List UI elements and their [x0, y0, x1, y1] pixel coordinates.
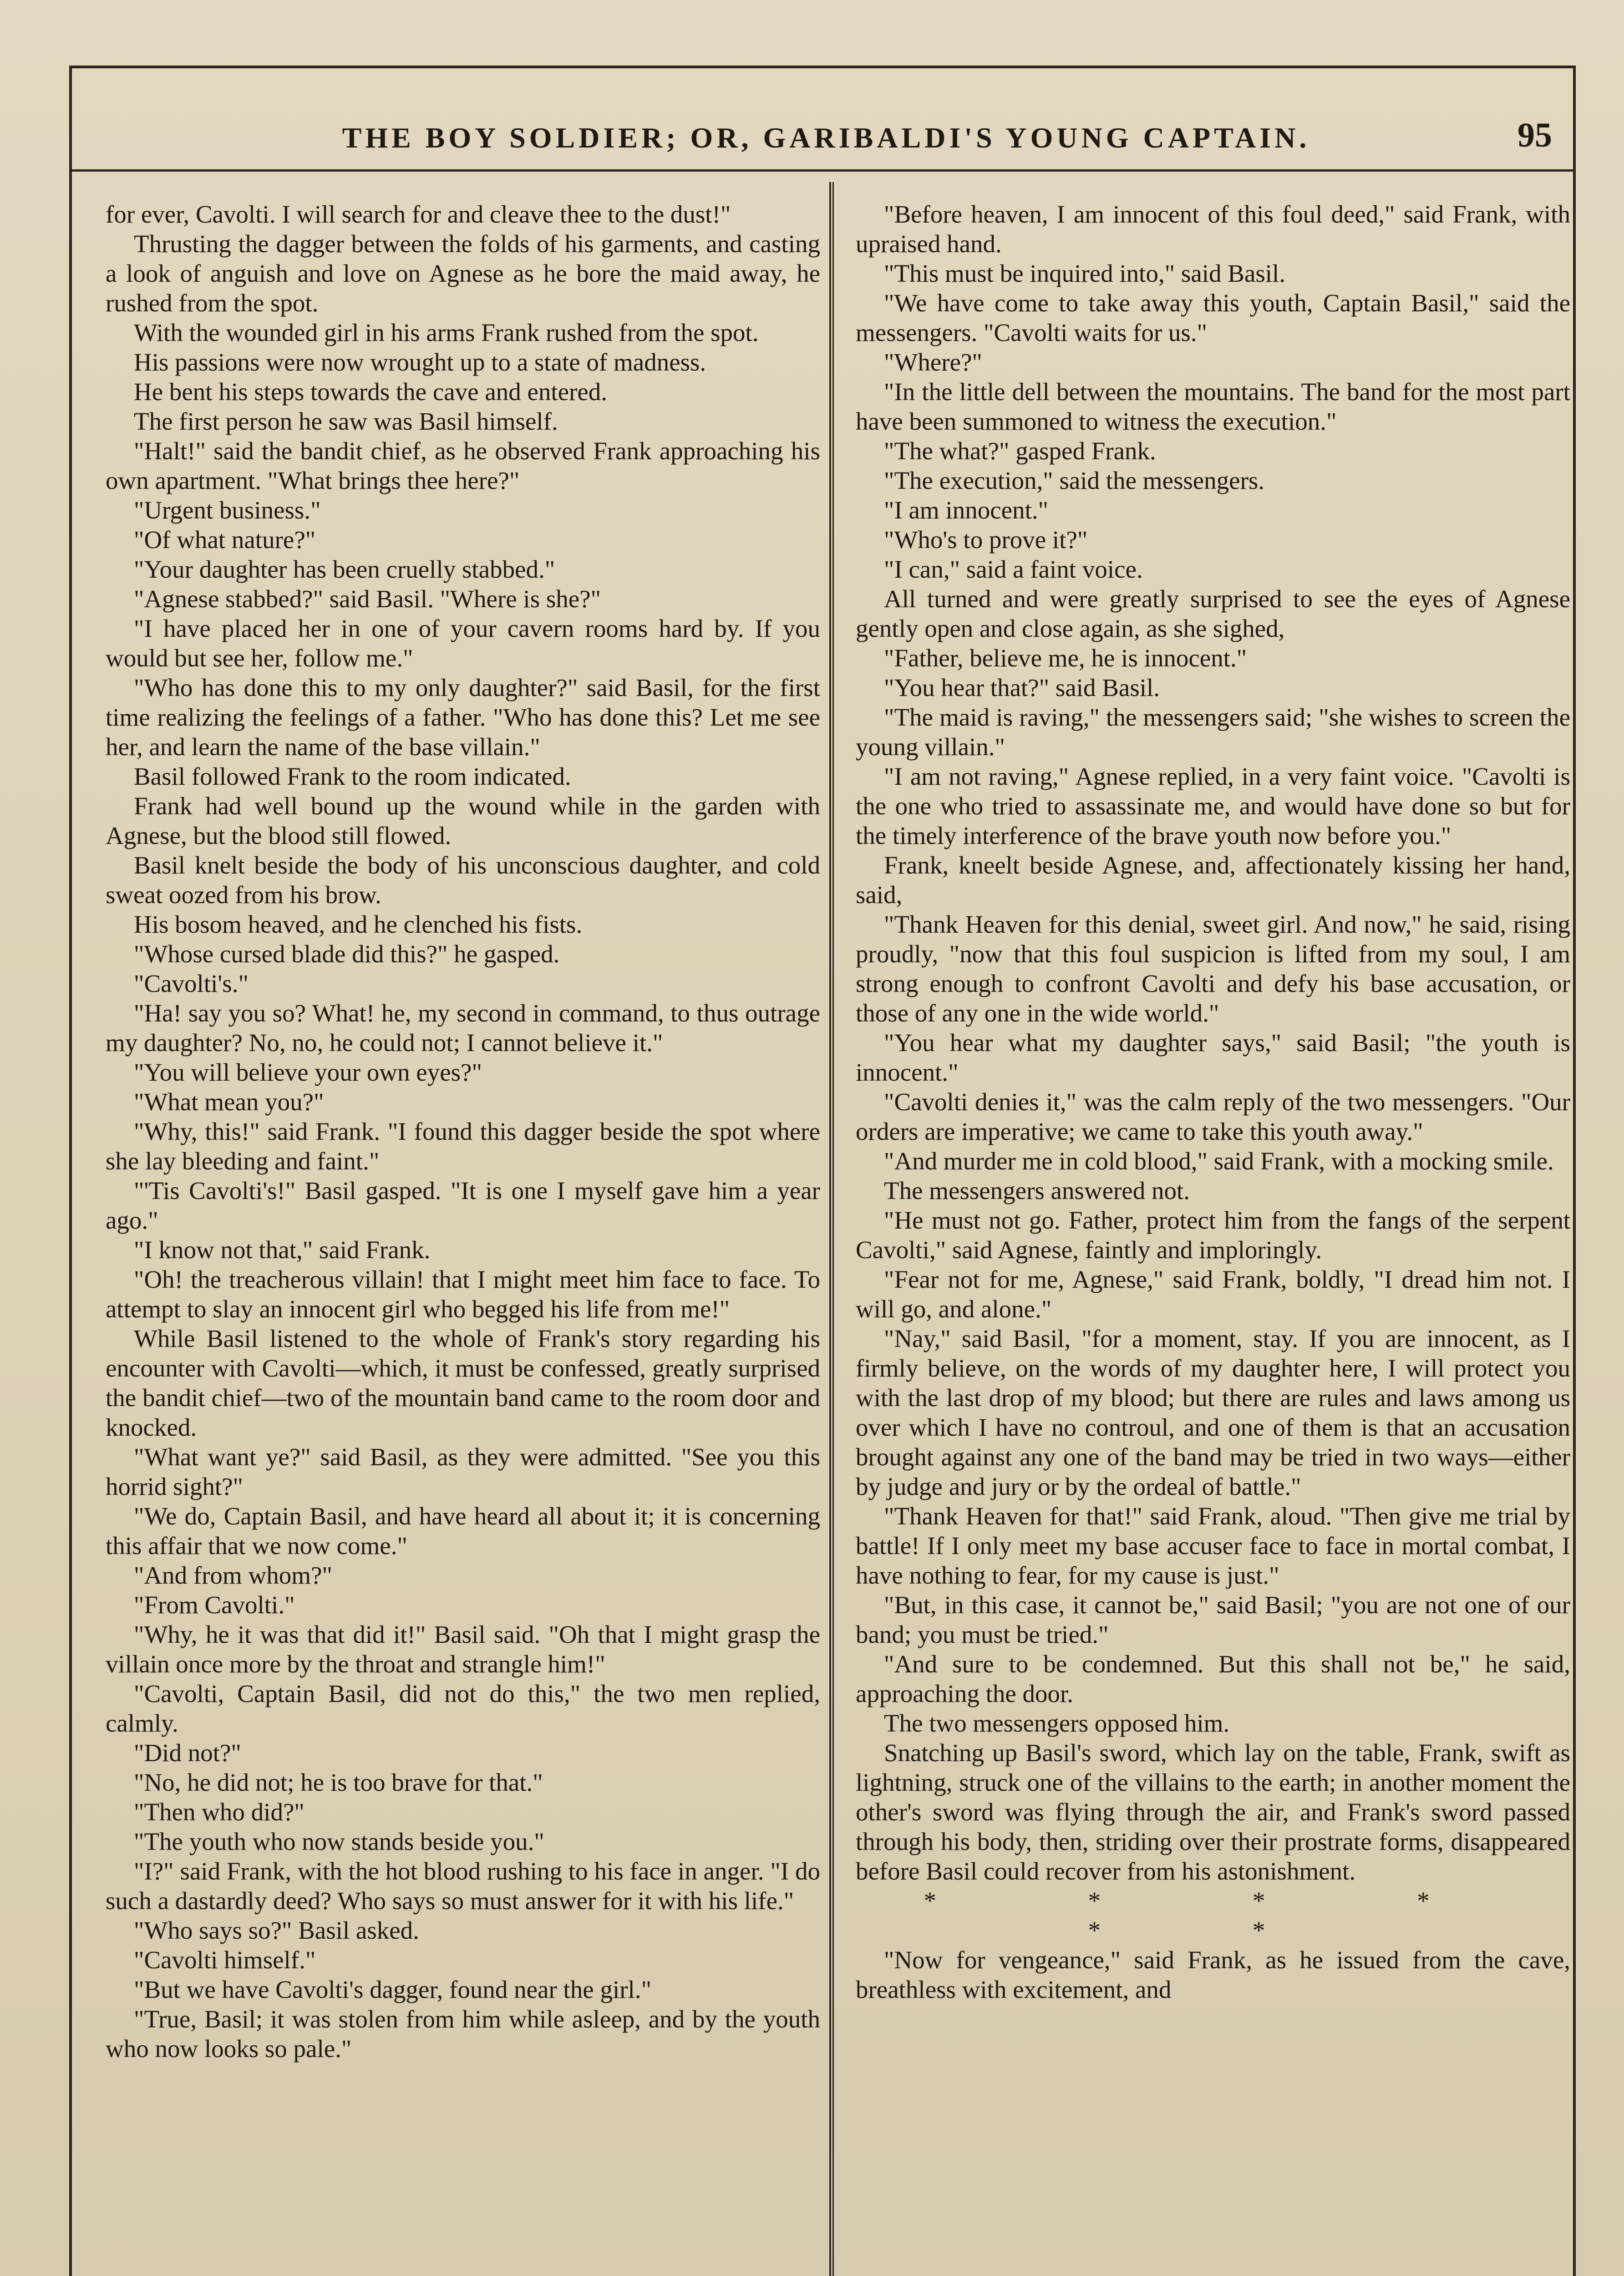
- paragraph: "I am not raving," Agnese replied, in a very faint voice. "Cavolti is the one who tried to assassinate me, and would have done so but for the timely interference of the brave youth now before you.": [856, 762, 1570, 849]
- paragraph: "We do, Captain Basil, and have heard all about it; it is concerning this affair that we now come.": [106, 1502, 820, 1560]
- paragraph: The messengers answered not.: [884, 1177, 1190, 1204]
- paragraph: "Why, he it was that did it!" Basil said. "Oh that I might grasp the villain once more by the throat and strangle him!": [106, 1621, 820, 1678]
- paragraph: "Your daughter has been cruelly stabbed.": [134, 555, 555, 583]
- paragraph: "Urgent business.": [134, 496, 321, 524]
- paragraph: "Who's to prove it?": [884, 526, 1088, 554]
- paragraph: Basil knelt beside the body of his unconscious daughter, and cold sweat oozed from his brow.: [106, 851, 820, 909]
- paragraph: The first person he saw was Basil himself.: [134, 407, 558, 435]
- paragraph: "Who has done this to my only daughter?" said Basil, for the first time realizing the feelings of a father. "Who has done this? Let me see her, and learn the name of the base villain.": [106, 674, 820, 761]
- paragraph: While Basil listened to the whole of Frank's story regarding his encounter with Cavolti—which, it must be confessed, greatly surprised the bandit chief—two of the mountain band came to the room door and knocked.: [106, 1325, 820, 1441]
- column-divider: [829, 182, 834, 2276]
- paragraph: Thrusting the dagger between the folds of his garments, and casting a look of anguish and love on Agnese as he bore the maid away, he rushed from the spot.: [106, 230, 820, 317]
- paragraph: "Thank Heaven for that!" said Frank, aloud. "Then give me trial by battle! If I only meet my base accuser face to face in mortal combat, I have nothing to fear, for my cause is just.": [856, 1502, 1570, 1589]
- paragraph: "True, Basil; it was stolen from him while asleep, and by the youth who now looks so pale.": [106, 2005, 820, 2063]
- paragraph: "You will believe your own eyes?": [134, 1058, 482, 1086]
- paragraph: "You hear that?" said Basil.: [884, 674, 1160, 701]
- paragraph: "Cavolti, Captain Basil, did not do this," the two men replied, calmly.: [106, 1680, 820, 1737]
- paragraph: "What want ye?" said Basil, as they were admitted. "See you this horrid sight?": [106, 1443, 820, 1500]
- paragraph: "Father, believe me, he is innocent.": [884, 644, 1247, 672]
- paragraph: "Agnese stabbed?" said Basil. "Where is she?": [134, 585, 601, 613]
- page-number: 95: [1517, 116, 1552, 154]
- paragraph: "Where?": [884, 348, 982, 376]
- paragraph: "I am innocent.": [884, 496, 1049, 524]
- paragraph: "Of what nature?": [134, 526, 316, 554]
- paragraph: "I?" said Frank, with the hot blood rushing to his face in anger. "I do such a dastardly deed? Who says so must answer for it with his life.": [106, 1857, 820, 1915]
- paragraph: The two messengers opposed him.: [884, 1709, 1230, 1737]
- header-rule: [69, 169, 1576, 172]
- paragraph: Snatching up Basil's sword, which lay on the table, Frank, swift as lightning, struck one of the villains to the earth; in another moment the other's sword was flying through the air, and Frank's sword passed through his body, then, striding over their prostrate forms, disappeared before Basil could recover from his astonishment.: [856, 1739, 1570, 1885]
- paragraph: "Cavolti's.": [134, 970, 249, 997]
- paragraph: "Did not?": [134, 1739, 241, 1767]
- paragraph: "The execution," said the messengers.: [884, 467, 1265, 494]
- paragraph: "We have come to take away this youth, Captain Basil," said the messengers. "Cavolti waits for us.": [856, 289, 1570, 346]
- paragraph: "But we have Cavolti's dagger, found near the girl.": [134, 1976, 652, 2003]
- paragraph: "Before heaven, I am innocent of this foul deed," said Frank, with upraised hand.: [856, 200, 1570, 258]
- paragraph: for ever, Cavolti. I will search for and cleave thee to the dust!": [106, 200, 731, 228]
- running-head: THE BOY SOLDIER; OR, GARIBALDI'S YOUNG CAPTAIN.: [342, 122, 1310, 154]
- paragraph: "In the little dell between the mountains. The band for the most part have been summoned to witness the execution.": [856, 378, 1570, 435]
- section-break: * * * * * *: [924, 1887, 1502, 1944]
- paragraph: "I can," said a faint voice.: [884, 555, 1143, 583]
- paragraph: "The what?" gasped Frank.: [884, 437, 1156, 465]
- paragraph: "The youth who now stands beside you.": [134, 1828, 544, 1855]
- paragraph: "No, he did not; he is too brave for that.": [134, 1768, 543, 1796]
- paragraph: "Halt!" said the bandit chief, as he observed Frank approaching his own apartment. "What brings thee here?": [106, 437, 820, 494]
- paragraph: Frank had well bound up the wound while in the garden with Agnese, but the blood still flowed.: [106, 792, 820, 849]
- paragraph: "The maid is raving," the messengers said; "she wishes to screen the young villain.": [856, 703, 1570, 761]
- paragraph: "Nay," said Basil, "for a moment, stay. If you are innocent, as I firmly believe, on the words of my daughter here, I will protect you with the last drop of my blood; but there are rules and laws among us over which I have no controul, and one of them is that an accusation brought against any one of the band may be tried in two ways—either by judge and jury or by the ordeal of battle.": [856, 1325, 1570, 1500]
- paragraph: "'Tis Cavolti's!" Basil gasped. "It is one I myself gave him a year ago.": [106, 1177, 820, 1234]
- paragraph: "What mean you?": [134, 1088, 324, 1116]
- paragraph: "And sure to be condemned. But this shall not be," he said, approaching the door.: [856, 1650, 1570, 1707]
- paragraph: "You hear what my daughter says," said Basil; "the youth is innocent.": [856, 1029, 1570, 1086]
- paragraph: "And from whom?": [134, 1561, 332, 1589]
- paragraph: "But, in this case, it cannot be," said Basil; "you are not one of our band; you must be tried.": [856, 1591, 1570, 1648]
- paragraph: "This must be inquired into," said Basil.: [884, 259, 1286, 287]
- paragraph: "Oh! the treacherous villain! that I might meet him face to face. To attempt to slay an innocent girl who begged his life from me!": [106, 1265, 820, 1323]
- paragraph: "Fear not for me, Agnese," said Frank, boldly, "I dread him not. I will go, and alone.": [856, 1265, 1570, 1323]
- paragraph: "I have placed her in one of your cavern rooms hard by. If you would but see her, follow me.": [106, 615, 820, 672]
- paragraph: "Cavolti himself.": [134, 1946, 316, 1974]
- paragraph: "From Cavolti.": [134, 1591, 295, 1619]
- paragraph: "Why, this!" said Frank. "I found this dagger beside the spot where she lay bleeding and faint.": [106, 1118, 820, 1175]
- paragraph: "And murder me in cold blood," said Frank, with a mocking smile.: [884, 1147, 1554, 1175]
- paragraph: His passions were now wrought up to a state of madness.: [134, 348, 706, 376]
- paragraph: "Who says so?" Basil asked.: [134, 1916, 419, 1944]
- paragraph: "I know not that," said Frank.: [134, 1236, 431, 1264]
- paragraph: "Then who did?": [134, 1798, 304, 1826]
- paragraph: With the wounded girl in his arms Frank rushed from the spot.: [134, 319, 759, 346]
- paragraph: All turned and were greatly surprised to see the eyes of Agnese gently open and close again, as she sighed,: [856, 585, 1570, 642]
- paragraph: He bent his steps towards the cave and entered.: [134, 378, 608, 406]
- paragraph: "Cavolti denies it," was the calm reply of the two messengers. "Our orders are imperative; we came to take this youth away.": [856, 1088, 1570, 1145]
- paragraph: "He must not go. Father, protect him from the fangs of the serpent Cavolti," said Agnese, faintly and imploringly.: [856, 1206, 1570, 1264]
- right-column: [856, 199, 1570, 2276]
- paragraph: Frank, kneelt beside Agnese, and, affectionately kissing her hand, said,: [856, 851, 1570, 909]
- paragraph: "Ha! say you so? What! he, my second in command, to thus outrage my daughter? No, no, he could not; I cannot believe it.": [106, 999, 820, 1057]
- left-column: [106, 199, 820, 2276]
- paragraph: His bosom heaved, and he clenched his fists.: [134, 910, 583, 938]
- paragraph: "Whose cursed blade did this?" he gasped.: [134, 940, 560, 968]
- paragraph: "Thank Heaven for this denial, sweet girl. And now," he said, rising proudly, "now that this foul suspicion is lifted from my soul, I am strong enough to confront Cavolti and defy his base accusation, or those of any one in the wide world.": [856, 910, 1570, 1027]
- paragraph: Basil followed Frank to the room indicated.: [134, 762, 571, 790]
- paragraph: "Now for vengeance," said Frank, as he issued from the cave, breathless with excitement, and: [856, 1946, 1570, 2003]
